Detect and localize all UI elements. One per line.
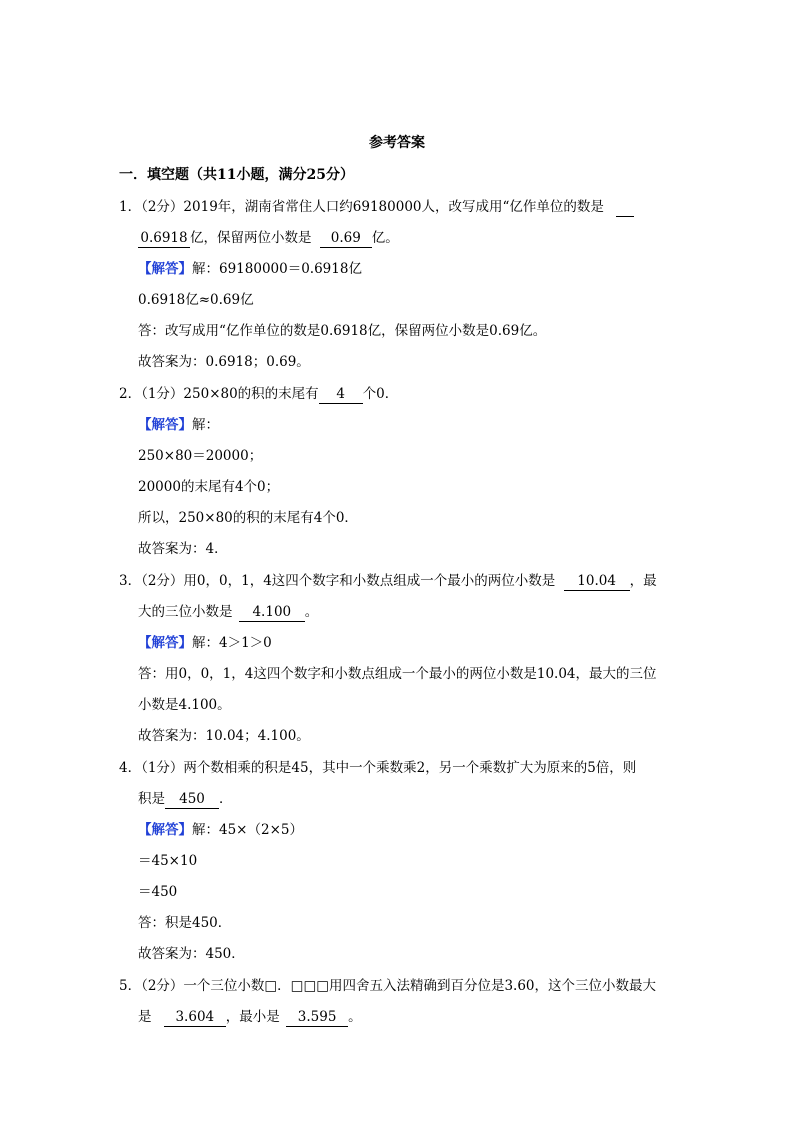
solution-line: 答：改写成用“亿作单位的数是0.6918亿，保留两位小数是0.69亿。 [138,323,547,339]
solution-line: ＝45×10 [138,853,198,869]
question-5-text-3: 。 [348,1009,362,1025]
answer-blank: 3.595 [286,1008,348,1027]
solution-line: 20000的末尾有4个0； [138,479,280,495]
solution-line [138,415,219,435]
question-3-line-2 [138,602,318,622]
answer-blank: 10.04 [564,572,630,591]
question-3-text-2: ，最 [629,573,657,589]
question-1-line-2 [138,228,399,248]
question-5-text: 是 [138,1009,152,1025]
solution-line: 答：用0，0，1，4这四个数字和小数点组成一个最小的两位小数是10.04，最大的三位 [138,666,657,682]
answer-summary: 故答案为：10.04；4.100。 [138,728,310,744]
solution-line: ＝450 [138,884,178,900]
question-4-text-2: ． [219,791,233,807]
question-2-line-1 [119,384,398,404]
question-2-text: 2．（1分）250×80的积的末尾有 [119,386,319,402]
page-title: 参考答案 [369,135,425,151]
solution-line [138,633,272,653]
question-3-line-1 [119,571,657,591]
question-5-text-2: ，最小是 [225,1009,280,1025]
question-1-line-1 [119,197,634,217]
solution-line: 所以，250×80的积的末尾有4个0． [138,510,358,526]
answer-blank: 3.604 [164,1008,226,1027]
solution-label: 【解答】 [138,417,192,433]
question-3-text-3: 大的三位小数是 [138,604,233,620]
solution-label: 【解答】 [138,261,192,277]
solution-line: 250×80＝20000； [138,448,263,464]
solution-text: 解：45×（2×5） [192,822,303,838]
answer-summary: 故答案为：450． [138,946,245,962]
solution-text: 解：4＞1＞0 [192,635,272,651]
question-3-text: 3．（2分）用0，0，1，4这四个数字和小数点组成一个最小的两位小数是 [119,573,556,589]
answer-blank: 4 [319,385,363,404]
question-3-text-4: 。 [304,604,319,620]
answer-blank: 4.100 [239,603,305,622]
answer-summary: 故答案为：4． [138,541,228,557]
solution-line [138,820,303,840]
question-1-text-2: 亿，保留两位小数是 [190,230,312,246]
solution-line [138,259,362,279]
solution-line: 小数是4.100。 [138,697,231,713]
question-1-text: 1．（2分）2019年，湖南省常住人口约69180000人，改写成用“亿作单位的数是 [119,199,604,215]
question-5-line-1: 5．（2分）一个三位小数□．□□□用四舍五入法精确到百分位是3.60，这个三位小数最大 [119,978,657,994]
question-5-line-2 [138,1007,362,1027]
answer-blank-lead [616,198,634,217]
solution-line: 答：积是450． [138,915,232,931]
solution-line: 0.6918亿≈0.69亿 [138,292,254,308]
solution-text: 解：69180000＝0.6918亿 [192,261,362,277]
answer-blank: 0.6918 [138,229,190,248]
question-4-line-1: 4．（1分）两个数相乘的积是45，其中一个乘数乘2，另一个乘数扩大为原来的5倍，则 [119,760,637,776]
question-1-text-3: 亿。 [371,230,399,246]
answer-blank: 0.69 [320,229,372,248]
question-2-text-2: 个0． [362,386,399,402]
section-heading: 一．填空题（共11小题，满分25分） [119,167,354,183]
solution-label: 【解答】 [138,635,192,651]
answer-summary: 故答案为：0.6918；0.69。 [138,354,310,370]
question-4-text: 积是 [138,791,165,807]
solution-label: 【解答】 [138,822,192,838]
question-4-line-2 [138,789,233,809]
solution-text: 解： [192,417,219,433]
answer-blank: 450 [165,790,219,809]
